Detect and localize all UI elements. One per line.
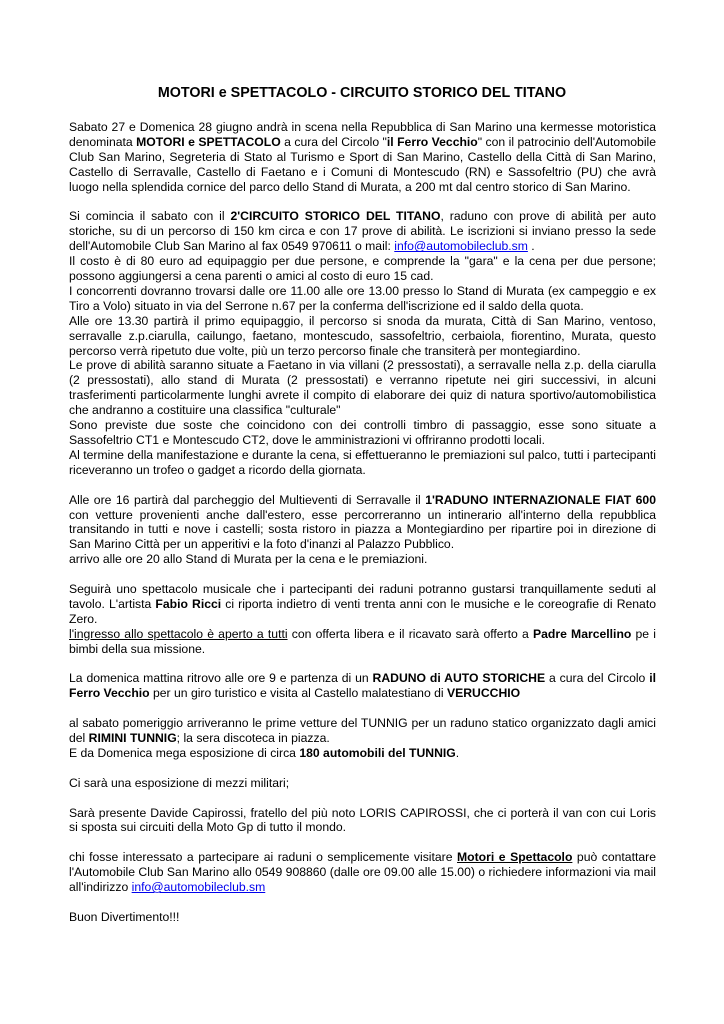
tunnig-paragraph: al sabato pomeriggio arriveranno le prime vetture del TUNNIG per un raduno statico organizzato dagli amici del RIMINI TUNNIG; la sera discoteca in piazza. bbox=[69, 716, 656, 746]
fiat-section bbox=[69, 493, 656, 568]
tunnig-cars-count: 180 automobili del TUNNIG bbox=[299, 745, 456, 760]
cost-paragraph: Il costo è di 80 euro ad equipaggio per due persone, e comprende la "gara" e la cena per due persone; possono aggiungersi a cena parenti o amici al costo di euro 15 cad. bbox=[69, 254, 656, 284]
closing-line: Buon Divertimento!!! bbox=[69, 909, 180, 924]
contact-email-link[interactable]: info@automobileclub.sm bbox=[131, 880, 266, 895]
club-name: il Ferro Vecchio bbox=[386, 134, 478, 149]
artist-name: Fabio Ricci bbox=[155, 596, 222, 611]
contact-paragraph: chi fosse interessato a partecipare ai raduni o semplicemente visitare Motori e Spettacolo può contattare l'Automobile Club San Marino allo 0549 908860 (dalle ore 09.00 alle 15.00) o richiedere informazioni via mail all'indirizzo info@automobileclub.sm bbox=[69, 850, 656, 895]
tunnig-section bbox=[69, 716, 656, 761]
route-paragraph: Alle ore 13.30 partirà il primo equipaggio, il percorso si snoda da murata, Città di San Marino, ventoso, serravalle z.p.ciarulla, cailungo, faetano, montescudo, sassofeltrio, cerbaiola, fiorentino, Murata, questo percorso verrà ripetuto due volte, più un terzo percorso finale che transiterà per montegiardino. bbox=[69, 313, 656, 358]
sunday-rally-name: RADUNO di AUTO STORICHE bbox=[372, 671, 546, 686]
fiat-rally-name: 1'RADUNO INTERNAZIONALE FIAT 600 bbox=[425, 492, 656, 507]
fiat-paragraph: Alle ore 16 partirà dal parcheggio del Multieventi di Serravalle il 1'RADUNO INTERNAZIONALE FIAT 600 con vetture provenienti anche dall'estero, esse percorreranno un intinerario all'interno della repubblica transitando in tutti e nove i castelli; sosta ristoro in piazza a Montegiardino per ripartire poi in direzione di San Marino Città per un apperitivi e la foto d'inanzi al Palazzo Pubblico. bbox=[69, 492, 656, 552]
tunnig-exhibition-line: E da Domenica mega esposizione di circa 180 automobili del TUNNIG. bbox=[69, 745, 460, 760]
tunnig-club-name: RIMINI TUNNIG bbox=[88, 731, 177, 746]
club-name-sunday: il Ferro Vecchio bbox=[69, 671, 656, 701]
sunday-paragraph: La domenica mattina ritrovo alle ore 9 e partenza di un RADUNO di AUTO STORICHE a cura del Circolo il Ferro Vecchio per un giro turistico e visita al Castello malatestiano di VERUCCHIO bbox=[69, 671, 656, 701]
email-link[interactable]: info@automobileclub.sm bbox=[394, 239, 528, 254]
castle-name: VERUCCHIO bbox=[447, 686, 521, 701]
show-paragraph: Seguirà uno spettacolo musicale che i partecipanti dei raduni potranno gustarsi tranquillamente seduti al tavolo. L'artista Fabio Ricci ci riporta indietro di venti trenta anni con le musiche e le coreografie di Renato Zero. bbox=[69, 582, 656, 626]
open-entry-note: l'ingresso allo spettacolo è aperto a tutti bbox=[69, 626, 288, 641]
event-name-underlined: Motori e Spettacolo bbox=[457, 850, 573, 865]
saturday-circuit-paragraph: Si comincia il sabato con il 2'CIRCUITO STORICO DEL TITANO, raduno con prove di abilità per auto storiche, su di un percorso di 150 km circa e con 17 prove di abilità. Le iscrizioni si inviano presso la sede dell'Automobile Club San Marino al fax 0549 970611 o mail: info@automobileclub.sm . bbox=[69, 209, 656, 254]
awards-paragraph: Al termine della manifestazione e durante la cena, si effettueranno le premiazioni sul palco, tutti i partecipanti riceveranno un trofeo o gadget a ricordo della giornata. bbox=[69, 447, 656, 477]
document-body bbox=[69, 120, 656, 925]
circuit-name: 2'CIRCUITO STORICO DEL TITANO bbox=[230, 209, 441, 224]
show-section bbox=[69, 582, 656, 657]
military-paragraph: Ci sarà una esposizione di mezzi militari; bbox=[69, 775, 290, 790]
intro-paragraph: Sabato 27 e Domenica 28 giugno andrà in scena nella Repubblica di San Marino una kermesse motoristica denominata MOTORI e SPETTACOLO a cura del Circolo "il Ferro Vecchio" con il patrocinio dell'Automobile Club San Marino, Segreteria di Stato al Turismo e Sport di San Marino, Castello della Città di San Marino, Castello di Serravalle, Castello di Faetano e i Comuni di Montescudo (RN) e Sassofeltrio (PU) che avrà luogo nella splendida cornice del parco dello Stand di Murata, a 200 mt dal centro storico di San Marino. bbox=[69, 120, 657, 194]
saturday-section bbox=[69, 209, 656, 477]
tests-paragraph: Le prove di abilità saranno situate a Faetano in via villani (2 pressostati), a serravalle nella z.p. della ciarulla (2 pressostati), allo stand di Murata (2 pressostati) e verranno ripetute nei giri successivi, in alcuni trasferimenti particolarmente lunghi avrete il compito di elaborare dei quiz di natura sportivo/automobilistica che andranno a costituire una classifica "culturale" bbox=[69, 358, 656, 418]
show-entry-paragraph: l'ingresso allo spettacolo è aperto a tutti con offerta libera e il ricavato sarà offerto a Padre Marcellino pe i bimbi della sua missione. bbox=[69, 626, 656, 656]
event-name: MOTORI e SPETTACOLO bbox=[136, 134, 281, 149]
page-title: MOTORI e SPETTACOLO - CIRCUITO STORICO DEL TITANO bbox=[157, 85, 567, 101]
checkin-paragraph: I concorrenti dovranno trovarsi dalle ore 11.00 alle ore 13.00 presso lo Stand di Murata (ex campeggio e ex Tiro a Volo) situato in via del Serrone n.67 per la conferma dell'iscrizione ed il saldo della quota. bbox=[69, 283, 656, 313]
stops-paragraph: Sono previste due soste che coincidono con dei controlli timbro di passaggio, esse sono situate a Sassofeltrio CT1 e Montescudo CT2, dove le amministrazioni vi offriranno prodotti locali. bbox=[69, 418, 656, 448]
beneficiary-name: Padre Marcellino bbox=[532, 626, 632, 641]
capirossi-paragraph: Sarà presente Davide Capirossi, fratello del più noto LORIS CAPIROSSI, che ci porterà il van con cui Loris si sposta sui circuiti della Moto Gp di tutto il mondo. bbox=[69, 805, 656, 835]
fiat-arrival-line: arrivo alle ore 20 allo Stand di Murata per la cena e le premiazioni. bbox=[69, 552, 428, 567]
